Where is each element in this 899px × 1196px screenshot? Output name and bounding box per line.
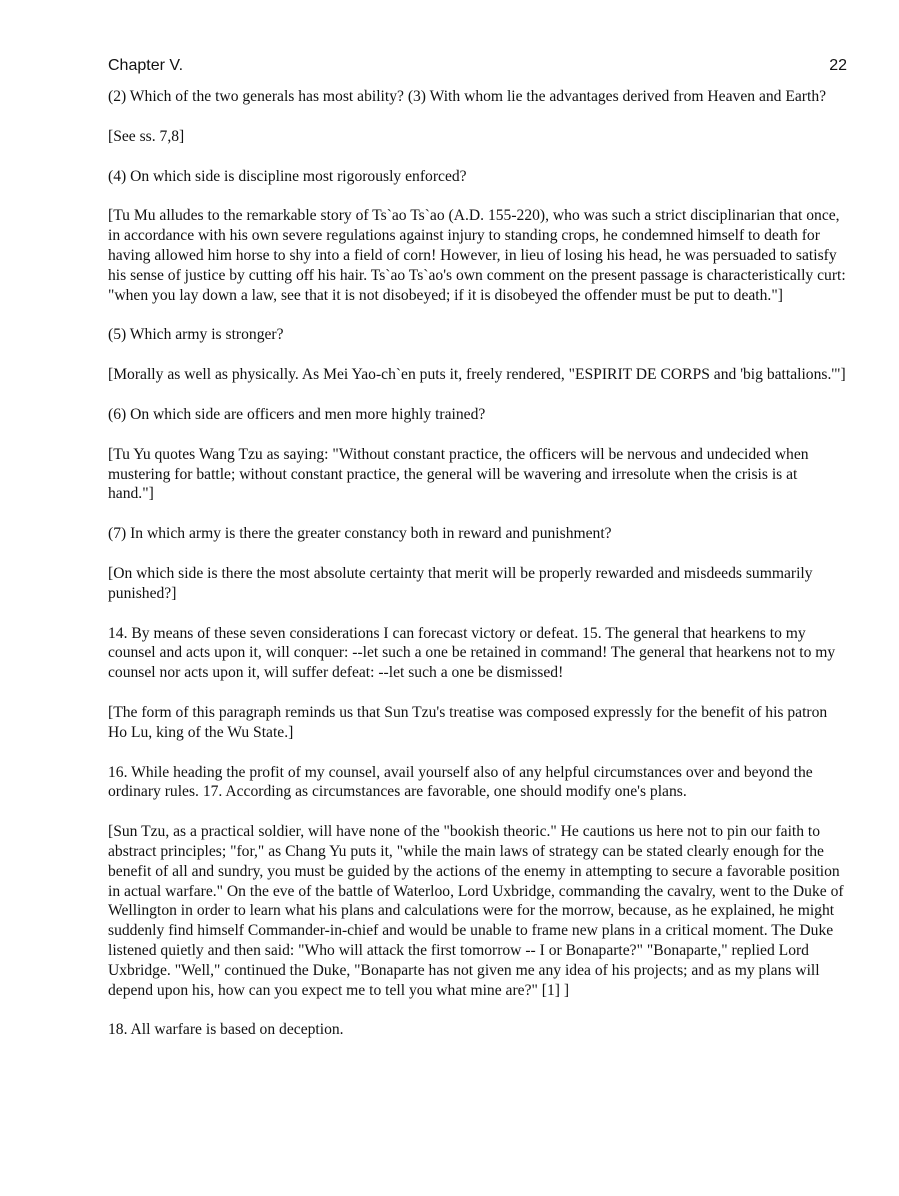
paragraph-question-2-3: (2) Which of the two generals has most ability? (3) With whom lie the advantages derived from Heaven and Earth? (108, 88, 827, 105)
paragraph-commentary-waterloo: [Sun Tzu, as a practical soldier, will have none of the "bookish theoric." He cautions us here not to pin our faith to abstract principles; "for," as Chang Yu puts it, "while the main laws of strategy can be stated clearly enough for the benefit of all and sundry, you must be guided by the actions of the enemy in attempting to secure a favorable position in actual warfare." On the eve of the battle of Waterloo, Lord Uxbridge, commanding the cavalry, went to the Duke of Wellington in order to learn what his plans and calculations were for the morrow, because, as he explained, he might suddenly find himself Commander-in-chief and would be unable to frame new plans in a critical moment. The Duke listened quietly and then said: "Who will attack the first tomorrow -- I or Bonaparte?" "Bonaparte," replied Lord Uxbridge. "Well," continued the Duke, "Bonaparte has not given me any idea of his projects; and as my plans will depend upon his, how can you expect me to tell you what mine are?" [1] ] (108, 823, 844, 999)
paragraph-commentary-tu-yu: [Tu Yu quotes Wang Tzu as saying: "Without constant practice, the officers will be nervous and undecided when mustering for battle; without constant practice, the general will be wavering and irresolute when the crisis is at hand."] (108, 445, 809, 503)
running-header (108, 56, 847, 76)
paragraph-note-see-ss: [See ss. 7,8] (108, 127, 185, 145)
body-text (108, 87, 847, 1040)
paragraph-question-6: (6) On which side are officers and men more highly trained? (108, 405, 486, 423)
paragraph-question-4: (4) On which side is discipline most rigorously enforced? (108, 167, 467, 185)
paragraph-question-5: (5) Which army is stronger? (108, 326, 284, 344)
page-number: 22 (829, 57, 847, 74)
paragraph-commentary-merit: [On which side is there the most absolute certainty that merit will be properly rewarded and misdeeds summarily punished?] (108, 564, 813, 602)
paragraph-commentary-mei-yao-chen: [Morally as well as physically. As Mei Yao-ch`en puts it, freely rendered, "ESPIRIT DE CORPS and 'big battalions.'"] (108, 366, 846, 384)
paragraph-verse-14-15: 14. By means of these seven considerations I can forecast victory or defeat. 15. The general that hearkens to my counsel and acts upon it, will conquer: --let such a one be retained in command! The general that hearkens not to my counsel nor acts upon it, will suffer defeat: --let such a one be dismissed! (108, 624, 836, 682)
paragraph-verse-16-17: 16. While heading the profit of my counsel, avail yourself also of any helpful circumstances over and beyond the ordinary rules. 17. According as circumstances are favorable, one should modify one's plans. (108, 763, 813, 801)
paragraph-commentary-ho-lu: [The form of this paragraph reminds us that Sun Tzu's treatise was composed expressly for the benefit of his patron Ho Lu, king of the Wu State.] (108, 703, 828, 741)
paragraph-verse-18: 18. All warfare is based on deception. (108, 1021, 344, 1039)
chapter-title: Chapter V. (108, 57, 184, 74)
paragraph-question-7: (7) In which army is there the greater constancy both in reward and punishment? (108, 525, 612, 543)
paragraph-commentary-tu-mu: [Tu Mu alludes to the remarkable story of Ts`ao Ts`ao (A.D. 155-220), who was such a strict disciplinarian that once, in accordance with his own severe regulations against injury to standing crops, he condemned himself to death for having allowed him horse to shy into a field of corn! However, in lieu of losing his head, he was persuaded to satisfy his sense of justice by cutting off his hair. Ts`ao Ts`ao's own comment on the present passage is characteristically curt: "when you lay down a law, see that it is not disobeyed; if it is disobeyed the offender must be put to death."] (108, 207, 846, 304)
